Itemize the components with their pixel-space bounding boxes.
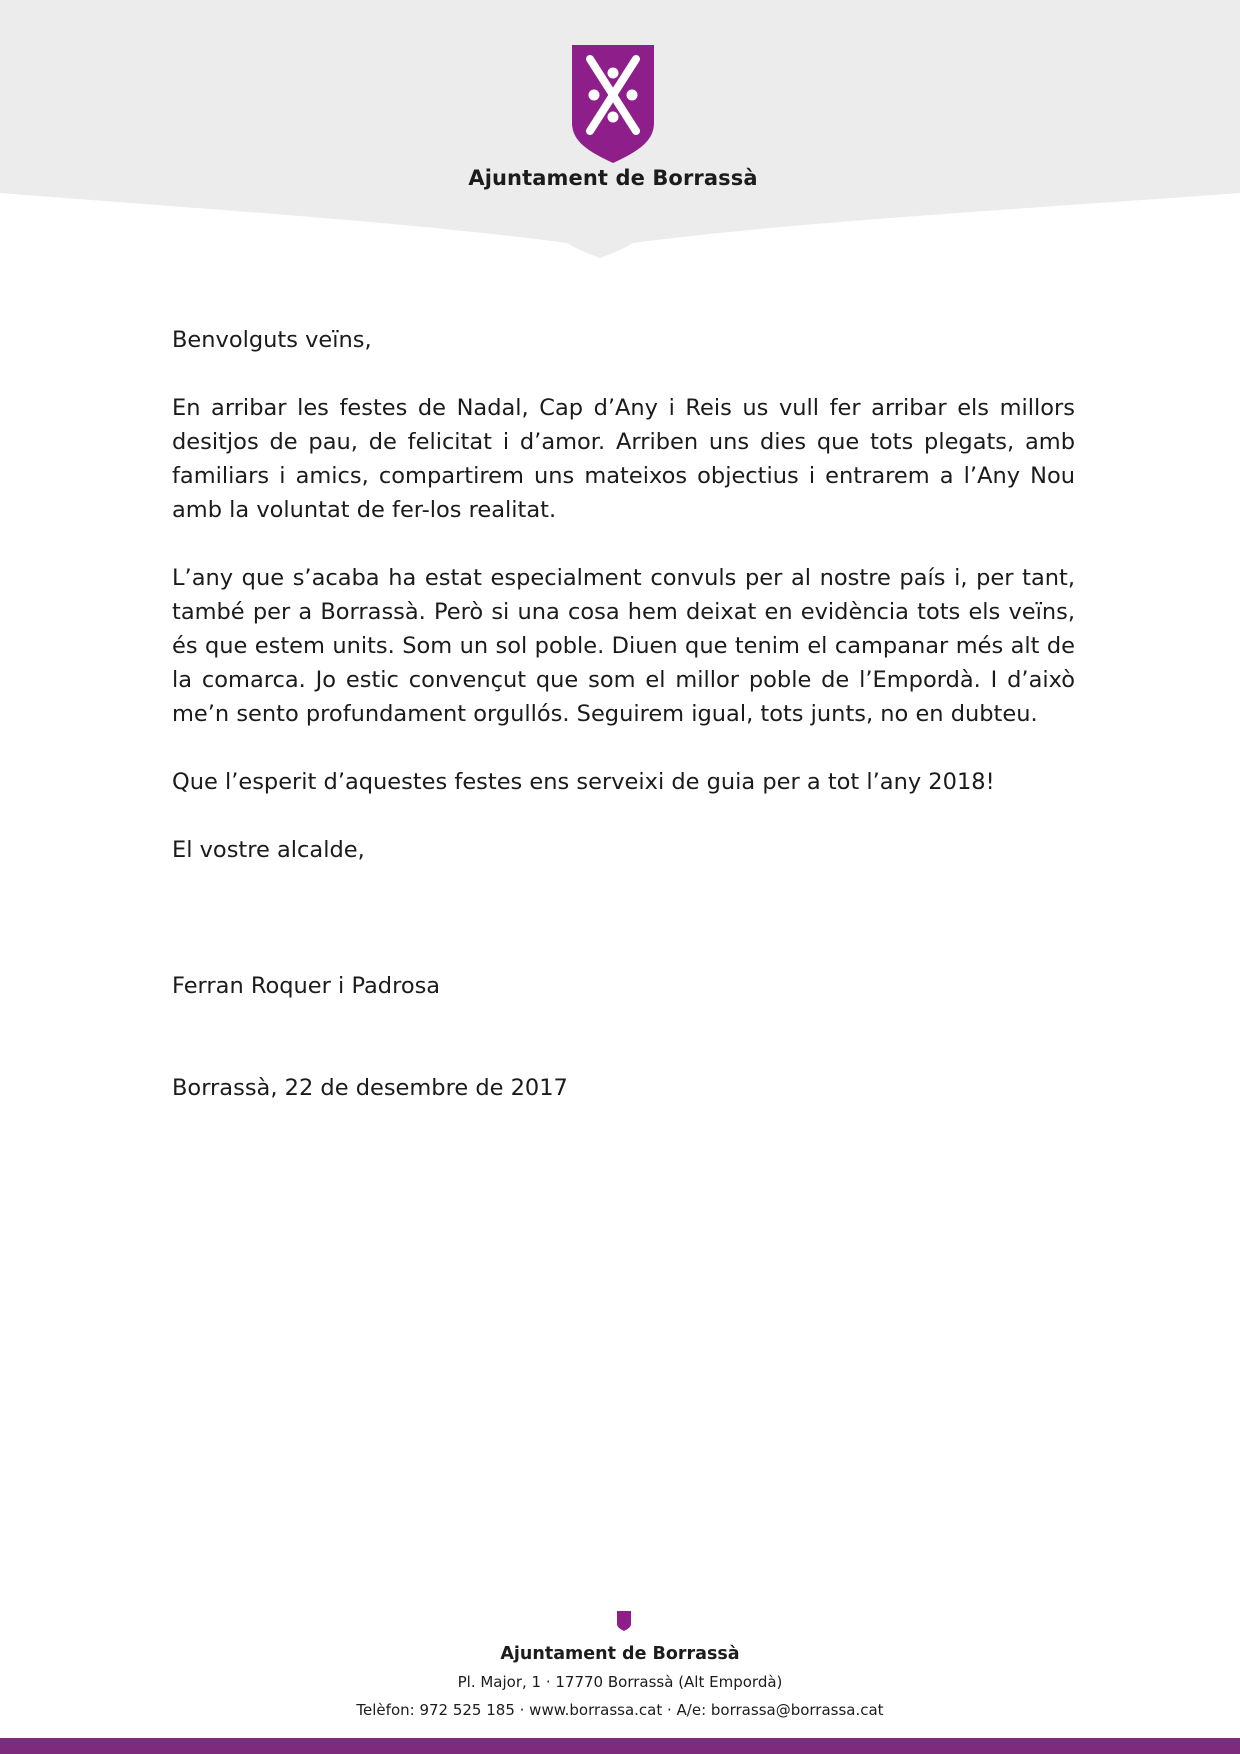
letter-body bbox=[172, 323, 1075, 1105]
letter-paragraph: L’any que s’acaba ha estat especialment convuls per al nostre país i, per tant, també per a Borrassà. Però si una cosa hem deixat en evidència tots els veïns, és que estem units. Som un sol poble. Diuen que tenim el campanar més alt de la comarca. Jo estic convençut que som el millor poble de l’Empordà. I d’això me’n sento profundament orgullós. Seguirem igual, tots junts, no en dubteu. bbox=[172, 565, 1075, 727]
footer bbox=[0, 1640, 1240, 1724]
municipal-shield-icon bbox=[572, 45, 654, 163]
footer-contact: Telèfon: 972 525 185 · www.borrassa.cat · A/e: borrassa@borrassa.cat bbox=[356, 1701, 884, 1719]
small-shield-icon bbox=[617, 1611, 631, 1631]
letter-greeting: Benvolguts veïns, bbox=[172, 327, 372, 353]
letter-paragraph: Que l’esperit d’aquestes festes ens serveixi de guia per a tot l’any 2018! bbox=[172, 769, 995, 795]
letter-place-date: Borrassà, 22 de desembre de 2017 bbox=[172, 1075, 568, 1101]
footer-bar bbox=[0, 1738, 1240, 1754]
header-org-name: Ajuntament de Borrassà bbox=[468, 166, 758, 190]
letter-paragraph: En arribar les festes de Nadal, Cap d’Any i Reis us vull fer arribar els millors desitjos de pau, de felicitat i d’amor. Arriben uns dies que tots plegats, amb familiars i amics, compartirem uns mateixos objectius i entrarem a l’Any Nou amb la voluntat de fer-los realitat. bbox=[172, 395, 1075, 523]
footer-address: Pl. Major, 1 · 17770 Borrassà (Alt Empordà) bbox=[457, 1673, 783, 1691]
letter-signer: Ferran Roquer i Padrosa bbox=[172, 973, 441, 999]
letter-closing: El vostre alcalde, bbox=[172, 837, 365, 863]
footer-org-name: Ajuntament de Borrassà bbox=[500, 1644, 740, 1664]
